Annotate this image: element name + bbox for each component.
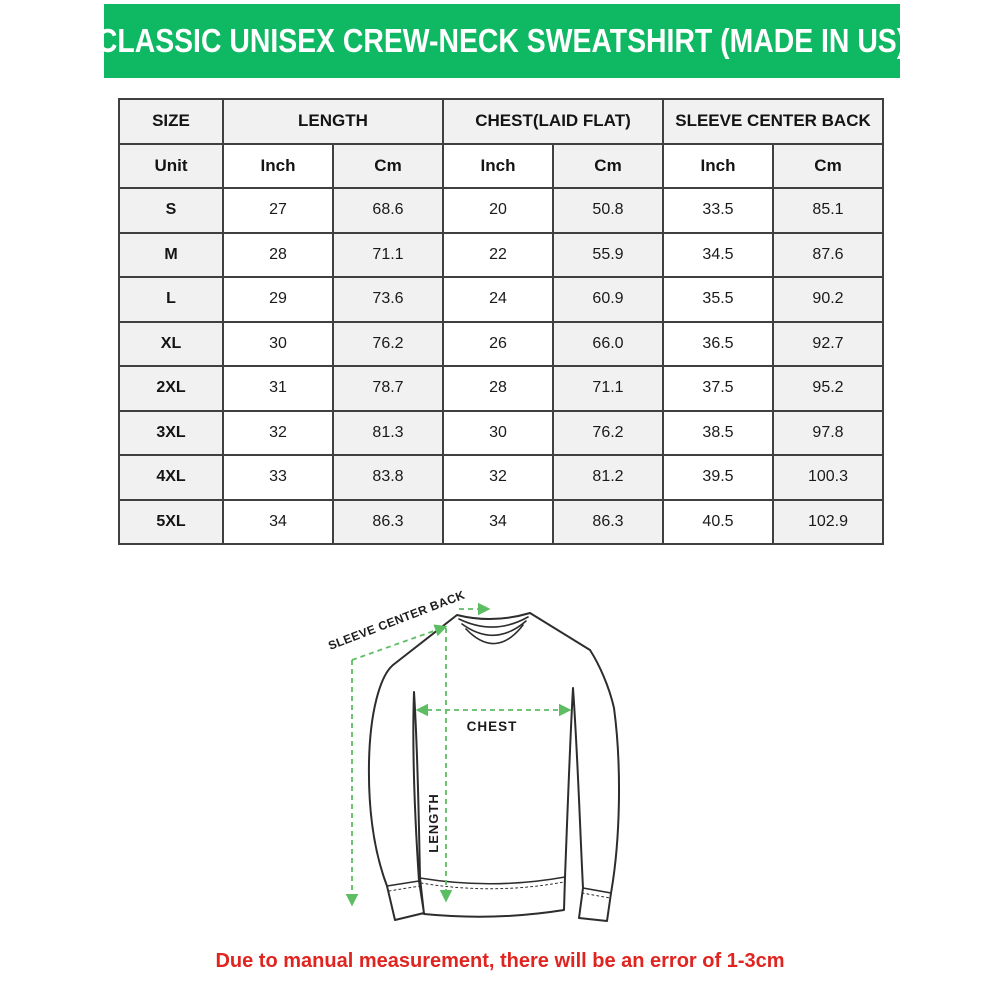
unit-cm: Cm [773,144,883,189]
value-cell: 60.9 [553,277,663,322]
value-cell: 24 [443,277,553,322]
value-cell: 81.2 [553,455,663,500]
value-cell: 102.9 [773,500,883,545]
chest-label: CHEST [466,719,518,734]
value-cell: 71.1 [553,366,663,411]
table-row [119,233,883,278]
length-label: LENGTH [426,793,441,853]
value-cell: 83.8 [333,455,443,500]
value-cell: 34.5 [663,233,773,278]
value-cell: 68.6 [333,188,443,233]
col-header-length: LENGTH [223,99,443,144]
sweatshirt-measurement-diagram [320,580,680,940]
value-cell: 22 [443,233,553,278]
value-cell: 20 [443,188,553,233]
value-cell: 38.5 [663,411,773,456]
value-cell: 87.6 [773,233,883,278]
size-cell: 2XL [119,366,223,411]
value-cell: 28 [223,233,333,278]
sleeve-center-back-label: SLEEVE CENTER BACK [326,587,467,653]
table-row [119,188,883,233]
size-cell: S [119,188,223,233]
value-cell: 71.1 [333,233,443,278]
unit-header-row [119,144,883,189]
measurement-note: Due to manual measurement, there will be an error of 1-3cm [215,950,785,972]
value-cell: 33 [223,455,333,500]
table-row [119,277,883,322]
unit-cm: Cm [553,144,663,189]
value-cell: 29 [223,277,333,322]
col-header-size: SIZE [119,99,223,144]
table-row [119,455,883,500]
table-row [119,500,883,545]
table-row [119,322,883,367]
value-cell: 39.5 [663,455,773,500]
size-cell: L [119,277,223,322]
value-cell: 76.2 [333,322,443,367]
value-cell: 27 [223,188,333,233]
unit-label: Unit [119,144,223,189]
value-cell: 81.3 [333,411,443,456]
value-cell: 86.3 [553,500,663,545]
value-cell: 31 [223,366,333,411]
unit-inch: Inch [443,144,553,189]
size-cell: XL [119,322,223,367]
size-table [118,98,884,545]
table-row [119,366,883,411]
value-cell: 37.5 [663,366,773,411]
value-cell: 33.5 [663,188,773,233]
value-cell: 73.6 [333,277,443,322]
value-cell: 97.8 [773,411,883,456]
value-cell: 78.7 [333,366,443,411]
size-cell: 5XL [119,500,223,545]
value-cell: 30 [443,411,553,456]
value-cell: 50.8 [553,188,663,233]
group-header-row [119,99,883,144]
value-cell: 32 [443,455,553,500]
value-cell: 28 [443,366,553,411]
size-cell: 3XL [119,411,223,456]
page-title: CLASSIC UNISEX CREW-NECK SWEATSHIRT (MADE IN US) [97,22,907,59]
value-cell: 85.1 [773,188,883,233]
value-cell: 30 [223,322,333,367]
unit-inch: Inch [223,144,333,189]
value-cell: 34 [443,500,553,545]
unit-inch: Inch [663,144,773,189]
value-cell: 76.2 [553,411,663,456]
table-row [119,411,883,456]
value-cell: 35.5 [663,277,773,322]
col-header-chest: CHEST(LAID FLAT) [443,99,663,144]
value-cell: 66.0 [553,322,663,367]
value-cell: 40.5 [663,500,773,545]
value-cell: 100.3 [773,455,883,500]
size-cell: 4XL [119,455,223,500]
value-cell: 55.9 [553,233,663,278]
value-cell: 95.2 [773,366,883,411]
value-cell: 26 [443,322,553,367]
size-cell: M [119,233,223,278]
sweatshirt-outline [369,613,619,921]
value-cell: 34 [223,500,333,545]
value-cell: 32 [223,411,333,456]
title-banner [97,4,907,78]
measurement-arrows [352,609,569,904]
value-cell: 86.3 [333,500,443,545]
value-cell: 36.5 [663,322,773,367]
value-cell: 90.2 [773,277,883,322]
col-header-sleeve: SLEEVE CENTER BACK [663,99,883,144]
value-cell: 92.7 [773,322,883,367]
unit-cm: Cm [333,144,443,189]
